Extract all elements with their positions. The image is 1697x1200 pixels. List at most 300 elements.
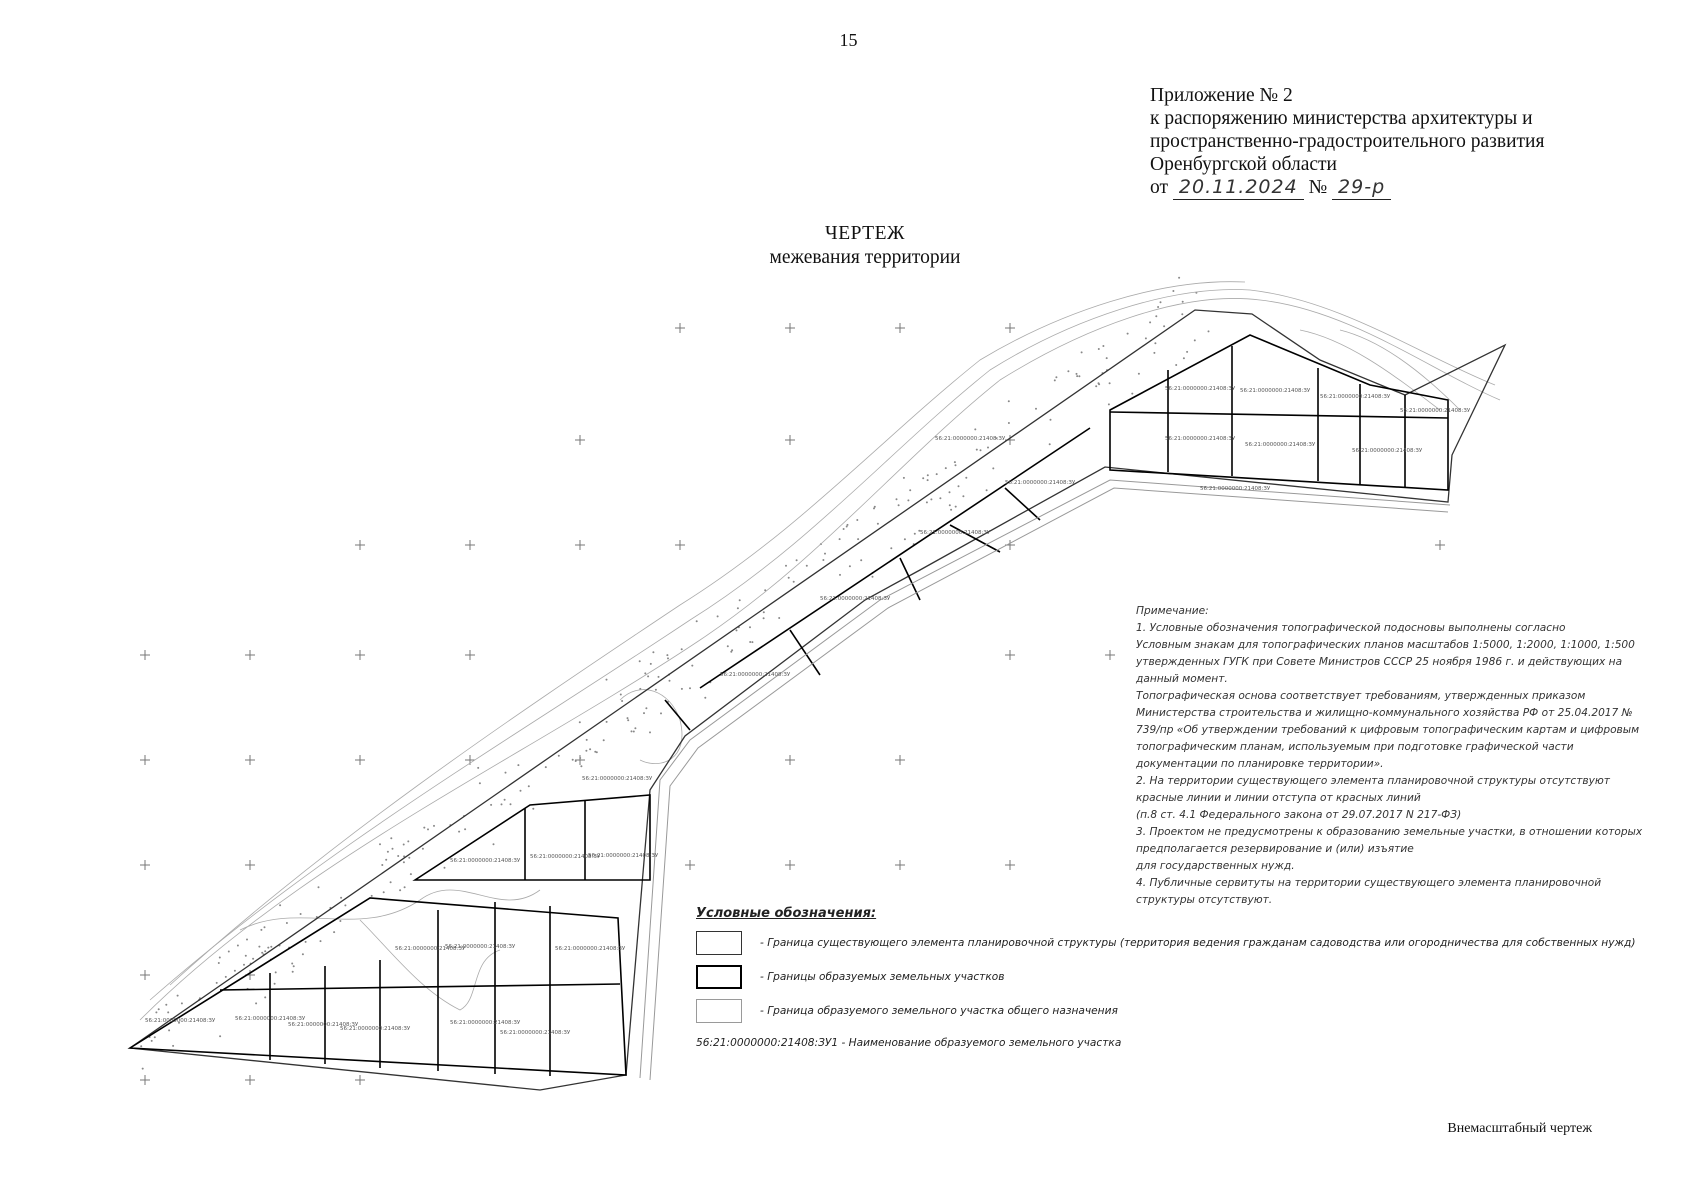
grid-cross [245, 755, 255, 765]
vegetation-dot [621, 700, 623, 702]
vegetation-dot [181, 1002, 183, 1004]
vegetation-dot [458, 831, 460, 833]
vegetation-dot [390, 881, 392, 883]
vegetation-dot [1035, 408, 1037, 410]
note-line: красные линии и линии отступа от красных линий [1136, 792, 1421, 804]
grid-cross [575, 755, 585, 765]
vegetation-dot [572, 759, 574, 761]
grid-cross [355, 650, 365, 660]
vegetation-dot [586, 739, 588, 741]
note-line: 1. Условные обозначения топографической подосновы выполнены согласно [1136, 622, 1566, 634]
vegetation-dot [955, 464, 957, 466]
vegetation-dot [291, 963, 293, 965]
note-line: Министерства строительства и жилищно-коммунального хозяйства РФ от 25.04.2017 № [1136, 707, 1633, 719]
drawing-title-line-2: межевания территории [769, 247, 961, 268]
svg-text:56:21:0000000:21408:ЗУ: 56:21:0000000:21408:ЗУ [1400, 408, 1471, 414]
svg-text:56:21:0000000:21408:ЗУ: 56:21:0000000:21408:ЗУ [1245, 442, 1316, 448]
vegetation-dot [1145, 337, 1147, 339]
vegetation-dot [986, 489, 988, 491]
grid-cross [245, 1075, 255, 1085]
vegetation-dot [954, 461, 956, 463]
vegetation-dot [655, 689, 657, 691]
vegetation-dot [872, 576, 874, 578]
vegetation-dot [403, 861, 405, 863]
vegetation-dot [305, 941, 307, 943]
grid-cross [1005, 860, 1015, 870]
vegetation-dot [949, 491, 951, 493]
grid-cross [575, 540, 585, 550]
svg-text:56:21:0000000:21408:ЗУ: 56:21:0000000:21408:ЗУ [288, 1022, 359, 1028]
vegetation-dot [749, 641, 751, 643]
vegetation-dot [645, 707, 647, 709]
vegetation-dot [627, 719, 629, 721]
vegetation-dot [274, 983, 276, 985]
vegetation-dot [575, 760, 577, 762]
vegetation-dot [293, 965, 295, 967]
vegetation-dot [255, 1002, 257, 1004]
vegetation-dot [1078, 375, 1080, 377]
vegetation-dot [1182, 301, 1184, 303]
svg-text:56:21:0000000:21408:ЗУ: 56:21:0000000:21408:ЗУ [1165, 436, 1236, 442]
note-line: 739/пр «Об утверждении требований к цифровым топографическим картам и цифровым [1136, 724, 1640, 736]
vegetation-dot [647, 675, 649, 677]
vegetation-dot [788, 577, 790, 579]
vegetation-dot [681, 688, 683, 690]
grid-cross [1005, 323, 1015, 333]
note-line: данный момент. [1136, 673, 1228, 685]
svg-text:56:21:0000000:21408:ЗУ: 56:21:0000000:21408:ЗУ [920, 530, 991, 536]
grid-cross [140, 650, 150, 660]
svg-text:56:21:0000000:21408:ЗУ: 56:21:0000000:21408:ЗУ [340, 1026, 411, 1032]
vegetation-dot [1054, 379, 1056, 381]
note-line: документации по планировке территории». [1136, 758, 1384, 770]
vegetation-dot [1098, 348, 1100, 350]
vegetation-dot [318, 886, 320, 888]
legend-row-structure-boundary [696, 929, 1636, 963]
vegetation-dot [219, 957, 221, 959]
vegetation-dot [890, 547, 892, 549]
vegetation-dot [423, 827, 425, 829]
vegetation-dot [1081, 351, 1083, 353]
vegetation-dot [650, 663, 652, 665]
vegetation-dot [505, 772, 507, 774]
grid-cross [465, 650, 475, 660]
note-line: 4. Публичные сервитуты на территории существующего элемента планировочной [1136, 877, 1602, 889]
note-line: утвержденных ГУГК при Совете Министров СССР 25 ноября 1986 г. и действующих на [1136, 656, 1623, 668]
vegetation-dot [528, 785, 530, 787]
legend [696, 906, 1636, 1049]
vegetation-dot [392, 848, 394, 850]
vegetation-dot [1050, 419, 1052, 421]
vegetation-dot [904, 538, 906, 540]
svg-text:56:21:0000000:21408:ЗУ: 56:21:0000000:21408:ЗУ [582, 776, 653, 782]
scale-note: Внемасштабный чертеж [1447, 1121, 1592, 1136]
vegetation-dot [847, 524, 849, 526]
legend-row-common-parcel [696, 997, 1121, 1031]
legend-title: Условные обозначения: [696, 906, 877, 921]
vegetation-dot [1194, 339, 1196, 341]
vegetation-dot [634, 727, 636, 729]
vegetation-dot [856, 519, 858, 521]
vegetation-dot [267, 947, 269, 949]
drawing-title-line-1: ЧЕРТЕЖ [825, 223, 905, 244]
vegetation-dot [158, 1008, 160, 1010]
vegetation-dot [958, 485, 960, 487]
vegetation-dot [594, 751, 596, 753]
vegetation-dot [907, 499, 909, 501]
vegetation-dot [1154, 342, 1156, 344]
vegetation-dot [691, 665, 693, 667]
vegetation-dot [1155, 315, 1157, 317]
grid-cross [140, 1075, 150, 1085]
vegetation-dot [796, 559, 798, 561]
vegetation-dot [167, 1011, 169, 1013]
vegetation-dot [763, 611, 765, 613]
vegetation-dot [444, 867, 446, 869]
note-line: структуры отсутствуют. [1136, 894, 1273, 906]
vegetation-dot [644, 672, 646, 674]
notes-heading: Примечание: [1136, 605, 1209, 617]
vegetation-dot [660, 712, 662, 714]
vegetation-dot [652, 651, 654, 653]
vegetation-dot [1149, 321, 1151, 323]
vegetation-dot [945, 467, 947, 469]
vegetation-dot [385, 859, 387, 861]
vegetation-dot [922, 477, 924, 479]
grid-cross [785, 755, 795, 765]
vegetation-dot [1076, 373, 1078, 375]
vegetation-dot [243, 964, 245, 966]
grid-cross [140, 970, 150, 980]
svg-text:56:21:0000000:21408:ЗУ: 56:21:0000000:21408:ЗУ [1352, 448, 1423, 454]
vegetation-dot [279, 904, 281, 906]
vegetation-dot [1131, 393, 1133, 395]
vegetation-dot [422, 848, 424, 850]
appendix-line-4: Оренбургской области [1150, 154, 1337, 175]
grid-cross [895, 323, 905, 333]
vegetation-dot [649, 731, 651, 733]
vegetation-dot [930, 498, 932, 500]
vegetation-dot [839, 538, 841, 540]
vegetation-dot [371, 895, 373, 897]
vegetation-dot [397, 855, 399, 857]
vegetation-dot [344, 904, 346, 906]
vegetation-dot [252, 958, 254, 960]
svg-text:56:21:0000000:21408:ЗУ: 56:21:0000000:21408:ЗУ [395, 946, 466, 952]
vegetation-dot [689, 687, 691, 689]
vegetation-dot [603, 739, 605, 741]
vegetation-dot [245, 955, 247, 957]
vegetation-dot [669, 680, 671, 682]
vegetation-dot [1208, 330, 1210, 332]
vegetation-dot [749, 626, 751, 628]
vegetation-dot [270, 946, 272, 948]
legend-swatch-structure-boundary [696, 931, 742, 955]
vegetation-dot [580, 765, 582, 767]
vegetation-dot [843, 528, 845, 530]
vegetation-dot [228, 951, 230, 953]
handwritten-date: 20.11.2024 [1173, 176, 1304, 200]
grid-cross [140, 860, 150, 870]
vegetation-dot [877, 523, 879, 525]
svg-text:56:21:0000000:21408:ЗУ: 56:21:0000000:21408:ЗУ [235, 1016, 306, 1022]
svg-text:56:21:0000000:21408:ЗУ: 56:21:0000000:21408:ЗУ [530, 854, 601, 860]
vegetation-dot [704, 697, 706, 699]
vegetation-dot [643, 712, 645, 714]
vegetation-dot [606, 679, 608, 681]
vegetation-dot [390, 837, 392, 839]
vegetation-dot [860, 559, 862, 561]
vegetation-dot [545, 766, 547, 768]
vegetation-dot [340, 897, 342, 899]
svg-text:56:21:0000000:21408:ЗУ: 56:21:0000000:21408:ЗУ [820, 596, 891, 602]
vegetation-dot [631, 730, 633, 732]
note-line: топографическим планам, используемым при подготовке графической части [1136, 741, 1574, 753]
vegetation-dot [849, 565, 851, 567]
vegetation-dot [172, 1045, 174, 1047]
grid-cross [675, 540, 685, 550]
note-line: для государственных нужд. [1136, 860, 1295, 872]
vegetation-dot [155, 1011, 157, 1013]
vegetation-dot [1186, 351, 1188, 353]
svg-text:56:21:0000000:21408:ЗУ: 56:21:0000000:21408:ЗУ [1005, 480, 1076, 486]
legend-example-code: 56:21:0000000:21408:ЗУ1 [696, 1037, 839, 1049]
vegetation-dot [727, 645, 729, 647]
vegetation-dot [410, 873, 412, 875]
vegetation-dot [731, 649, 733, 651]
vegetation-dot [589, 748, 591, 750]
vegetation-dot [658, 676, 660, 678]
vegetation-dot [1106, 357, 1108, 359]
vegetation-dot [477, 767, 479, 769]
vegetation-dot [1178, 277, 1180, 279]
svg-text:56:21:0000000:21408:ЗУ: 56:21:0000000:21408:ЗУ [1165, 386, 1236, 392]
vegetation-dot [974, 428, 976, 430]
vegetation-dot [1102, 345, 1104, 347]
vegetation-dot [286, 922, 288, 924]
vegetation-dot [532, 808, 534, 810]
svg-text:56:21:0000000:21408:ЗУ: 56:21:0000000:21408:ЗУ [145, 1018, 216, 1024]
vegetation-dot [407, 840, 409, 842]
vegetation-dot [558, 755, 560, 757]
vegetation-dot [806, 565, 808, 567]
vegetation-dot [177, 995, 179, 997]
svg-text:56:21:0000000:21408:ЗУ: 56:21:0000000:21408:ЗУ [500, 1030, 571, 1036]
vegetation-dot [433, 825, 435, 827]
vegetation-dot [717, 615, 719, 617]
note-line: 3. Проектом не предусмотрены к образованию земельные участки, в отношении которых [1136, 826, 1643, 838]
vegetation-dot [1175, 364, 1177, 366]
vegetation-dot [490, 804, 492, 806]
legend-swatch-parcel-boundaries [696, 965, 742, 989]
legend-text-parcel-boundaries: - Границы образуемых земельных участков [760, 971, 1005, 983]
vegetation-dot [216, 982, 218, 984]
vegetation-dot [579, 721, 581, 723]
vegetation-dot [1160, 301, 1162, 303]
vegetation-dot [666, 654, 668, 656]
vegetation-dot [427, 828, 429, 830]
vegetation-dot [260, 929, 262, 931]
vegetation-dot [264, 950, 266, 952]
vegetation-dot [1067, 370, 1069, 372]
vegetation-dot [275, 971, 277, 973]
vegetation-dot [927, 479, 929, 481]
legend-text-structure-boundary: - Граница существующего элемента планировочной структуры (территория ведения гражданам садоводства или огородничества для собственных нужд) [760, 937, 1636, 949]
vegetation-dot [627, 717, 629, 719]
appendix-line-3: пространственно-градостроительного развития [1150, 131, 1545, 152]
vegetation-dot [246, 939, 248, 941]
vegetation-dot [839, 574, 841, 576]
vegetation-dot [302, 953, 304, 955]
vegetation-dot [142, 1068, 144, 1070]
vegetation-dot [639, 660, 641, 662]
vegetation-dot [1183, 357, 1185, 359]
vegetation-dot [1049, 443, 1051, 445]
vegetation-dot [778, 617, 780, 619]
vegetation-dot [992, 467, 994, 469]
vegetation-dot [763, 617, 765, 619]
vegetation-dot [579, 757, 581, 759]
vegetation-dot [520, 790, 522, 792]
vegetation-dot [333, 931, 335, 933]
number-prefix: № [1308, 177, 1328, 198]
svg-text:56:21:0000000:21408:ЗУ: 56:21:0000000:21408:ЗУ [1240, 388, 1311, 394]
vegetation-dot [1108, 403, 1110, 405]
vegetation-dot [950, 509, 952, 511]
vegetation-dot [1008, 400, 1010, 402]
vegetation-dot [962, 495, 964, 497]
vegetation-dot [914, 533, 916, 535]
svg-text:56:21:0000000:21408:ЗУ: 56:21:0000000:21408:ЗУ [1320, 394, 1391, 400]
legend-example-text: - Наименование образуемого земельного участка [841, 1037, 1122, 1049]
grid-cross [785, 435, 795, 445]
appendix-line-2: к распоряжению министерства архитектуры и [1150, 108, 1533, 129]
vegetation-dot [751, 641, 753, 643]
page-number: 15 [839, 30, 858, 50]
vegetation-dot [874, 506, 876, 508]
grid-cross [675, 323, 685, 333]
vegetation-dot [949, 504, 951, 506]
vegetation-dot [620, 694, 622, 696]
grid-cross [1435, 540, 1445, 550]
vegetation-dot [261, 952, 263, 954]
vegetation-dot [785, 565, 787, 567]
vegetation-dot [736, 629, 738, 631]
vegetation-dot [165, 1004, 167, 1006]
handwritten-number: 29-р [1332, 176, 1391, 200]
grid-cross [575, 435, 585, 445]
note-line: предполагается резервирование и (или) изъятие [1136, 843, 1414, 855]
legend-text-common-parcel: - Граница образуемого земельного участка общего назначения [760, 1005, 1118, 1017]
grid-cross [355, 540, 365, 550]
vegetation-dot [339, 920, 341, 922]
vegetation-dot [140, 1045, 142, 1047]
vegetation-dot [980, 449, 982, 451]
vegetation-dot [793, 581, 795, 583]
vegetation-dot [696, 620, 698, 622]
note-line: (п.8 ст. 4.1 Федерального закона от 29.07.2017 N 217-ФЗ) [1136, 809, 1462, 821]
vegetation-dot [1138, 373, 1140, 375]
vegetation-dot [737, 607, 739, 609]
vegetation-dot [320, 940, 322, 942]
vegetation-dot [300, 913, 302, 915]
legend-row-parcel-name [696, 1037, 1121, 1049]
vegetation-dot [464, 828, 466, 830]
vegetation-dot [379, 843, 381, 845]
svg-text:56:21:0000000:21408:ЗУ: 56:21:0000000:21408:ЗУ [450, 858, 521, 864]
vegetation-dot [909, 489, 911, 491]
svg-text:56:21:0000000:21408:ЗУ: 56:21:0000000:21408:ЗУ [450, 1020, 521, 1026]
vegetation-dot [987, 447, 989, 449]
vegetation-dot [237, 945, 239, 947]
vegetation-dot [739, 599, 741, 601]
vegetation-dot [585, 750, 587, 752]
grid-cross [895, 755, 905, 765]
svg-text:56:21:0000000:21408:ЗУ: 56:21:0000000:21408:ЗУ [445, 944, 516, 950]
notes-block [1136, 603, 1656, 909]
vegetation-dot [939, 497, 941, 499]
vegetation-dot [927, 474, 929, 476]
vegetation-dot [493, 843, 495, 845]
grid-cross [245, 860, 255, 870]
vegetation-dot [403, 844, 405, 846]
vegetation-dot [903, 477, 905, 479]
date-prefix: от [1150, 177, 1169, 198]
legend-swatch-common-parcel [696, 999, 742, 1023]
vegetation-dot [1181, 313, 1183, 315]
grid-cross [895, 860, 905, 870]
vegetation-dot [822, 559, 824, 561]
vegetation-dot [681, 648, 683, 650]
vegetation-dot [1095, 385, 1097, 387]
vegetation-dot [936, 473, 938, 475]
vegetation-dot [404, 886, 406, 888]
vegetation-dot [234, 970, 236, 972]
vegetation-dot [383, 891, 385, 893]
svg-text:56:21:0000000:21408:ЗУ: 56:21:0000000:21408:ЗУ [555, 946, 626, 952]
vegetation-dot [1153, 352, 1155, 354]
appendix-line-1: Приложение № 2 [1150, 85, 1293, 106]
svg-text:56:21:0000000:21408:ЗУ: 56:21:0000000:21408:ЗУ [588, 853, 659, 859]
vegetation-dot [219, 1035, 221, 1037]
legend-row-parcel-boundaries [696, 963, 1121, 997]
vegetation-dot [1127, 333, 1129, 335]
vegetation-dot [965, 477, 967, 479]
vegetation-dot [896, 498, 898, 500]
vegetation-dot [387, 851, 389, 853]
vegetation-dot [399, 889, 401, 891]
grid-cross [140, 755, 150, 765]
vegetation-dot [381, 864, 383, 866]
vegetation-dot [504, 799, 506, 801]
vegetation-dot [264, 926, 266, 928]
vegetation-dot [926, 501, 928, 503]
vegetation-dot [857, 538, 859, 540]
grid-cross [465, 540, 475, 550]
vegetation-dot [408, 857, 410, 859]
vegetation-dot [1163, 325, 1165, 327]
vegetation-dot [264, 996, 266, 998]
vegetation-dot [292, 971, 294, 973]
vegetation-dot [154, 1036, 156, 1038]
svg-text:56:21:0000000:21408:ЗУ: 56:21:0000000:21408:ЗУ [935, 436, 1006, 442]
vegetation-dot [479, 782, 481, 784]
vegetation-dot [501, 803, 503, 805]
vegetation-dot [1076, 375, 1078, 377]
vegetation-dot [1008, 422, 1010, 424]
grid-cross [685, 860, 695, 870]
grid-cross [785, 860, 795, 870]
